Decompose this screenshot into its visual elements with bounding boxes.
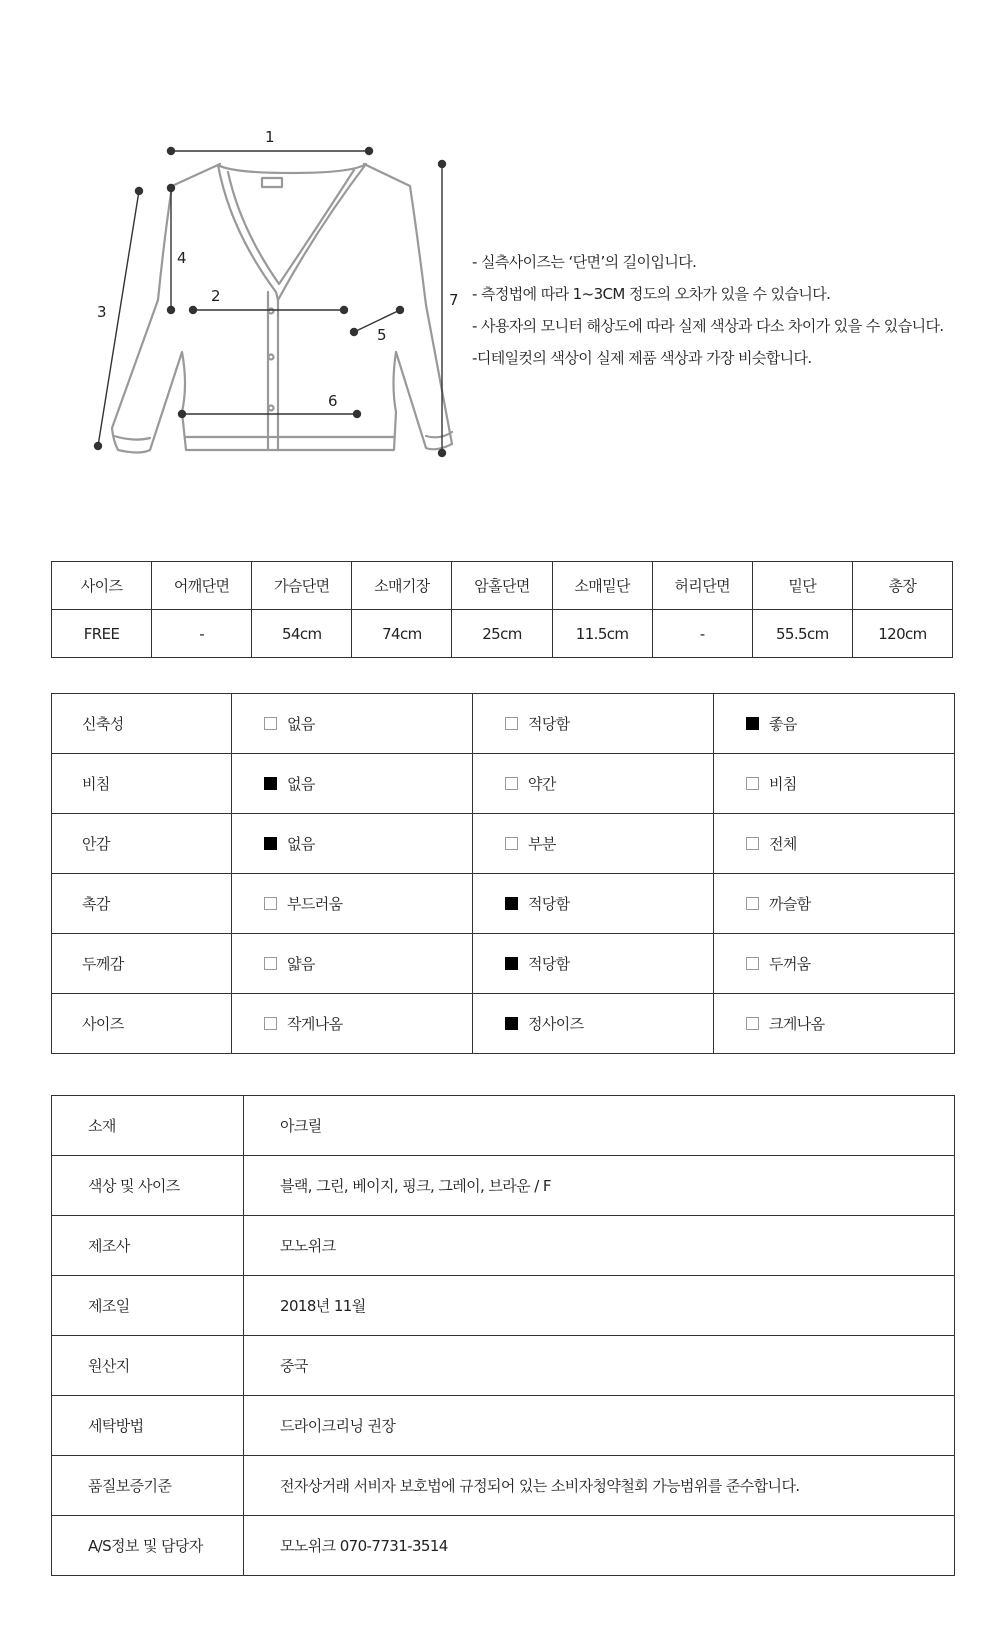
label-1-shoulder: 1 <box>265 128 275 146</box>
size-header: 총장 <box>852 562 952 610</box>
label-3-sleeve: 3 <box>97 303 107 321</box>
note-line: - 실측사이즈는 ‘단면’의 길이입니다. <box>472 253 697 271</box>
unchecked-box-icon <box>505 837 518 850</box>
label-2-chest: 2 <box>211 287 221 305</box>
size-value-row <box>52 610 953 658</box>
size-header: 암홀단면 <box>452 562 552 610</box>
feel-option <box>473 754 714 814</box>
info-key: 세탁방법 <box>52 1396 244 1456</box>
feel-option-label: 얇음 <box>287 955 315 973</box>
feel-option-label: 부분 <box>528 835 556 853</box>
info-value: 아크릴 <box>244 1096 955 1156</box>
info-row <box>52 1516 955 1576</box>
feel-label: 신축성 <box>52 694 232 754</box>
checked-box-icon <box>505 957 518 970</box>
note-line: - 측정법에 따라 1~3CM 정도의 오차가 있을 수 있습니다. <box>472 285 831 303</box>
fabric-feel-table <box>51 693 955 1054</box>
note-line: - 사용자의 모니터 해상도에 따라 실제 색상과 다소 차이가 있을 수 있습니다. <box>472 317 944 335</box>
feel-option <box>473 934 714 994</box>
feel-option-label: 두꺼움 <box>769 955 811 973</box>
size-value: 120cm <box>852 610 952 658</box>
feel-option-label: 부드러움 <box>287 895 343 913</box>
info-row <box>52 1396 955 1456</box>
info-row <box>52 1456 955 1516</box>
feel-label: 촉감 <box>52 874 232 934</box>
feel-option <box>473 694 714 754</box>
info-key: 소재 <box>52 1096 244 1156</box>
feel-option-label: 없음 <box>287 775 315 793</box>
label-7-total: 7 <box>449 291 459 309</box>
feel-row <box>52 874 955 934</box>
info-key: A/S정보 및 담당자 <box>52 1516 244 1576</box>
feel-option-label: 없음 <box>287 715 315 733</box>
unchecked-box-icon <box>746 837 759 850</box>
feel-option <box>232 694 473 754</box>
size-value: 74cm <box>352 610 452 658</box>
unchecked-box-icon <box>505 717 518 730</box>
feel-row <box>52 754 955 814</box>
unchecked-box-icon <box>264 717 277 730</box>
info-row <box>52 1276 955 1336</box>
unchecked-box-icon <box>746 777 759 790</box>
feel-option <box>473 814 714 874</box>
feel-row <box>52 694 955 754</box>
unchecked-box-icon <box>746 957 759 970</box>
info-row <box>52 1156 955 1216</box>
label-4-armhole: 4 <box>177 249 187 267</box>
feel-option <box>714 814 955 874</box>
size-header: 사이즈 <box>52 562 152 610</box>
info-row <box>52 1336 955 1396</box>
measurement-diagram <box>0 0 1000 520</box>
feel-option-label: 없음 <box>287 835 315 853</box>
feel-option-label: 크게나옴 <box>769 1015 825 1033</box>
unchecked-box-icon <box>746 1017 759 1030</box>
feel-option-label: 적당함 <box>528 955 570 973</box>
size-value: 25cm <box>452 610 552 658</box>
feel-option <box>473 874 714 934</box>
info-key: 제조사 <box>52 1216 244 1276</box>
info-value: 2018년 11월 <box>244 1276 955 1336</box>
size-value: 11.5cm <box>552 610 652 658</box>
size-header: 허리단면 <box>652 562 752 610</box>
feel-option <box>232 814 473 874</box>
info-row <box>52 1216 955 1276</box>
info-key: 원산지 <box>52 1336 244 1396</box>
unchecked-box-icon <box>264 1017 277 1030</box>
checked-box-icon <box>746 717 759 730</box>
checked-box-icon <box>505 897 518 910</box>
feel-option-label: 좋음 <box>769 715 797 733</box>
unchecked-box-icon <box>264 957 277 970</box>
checked-box-icon <box>505 1017 518 1030</box>
feel-option-label: 전체 <box>769 835 797 853</box>
unchecked-box-icon <box>264 897 277 910</box>
label-6-bottom: 6 <box>328 392 338 410</box>
info-value: 전자상거래 서비자 보호법에 규정되어 있는 소비자청약철회 가능범위를 준수합니다. <box>244 1456 955 1516</box>
size-table <box>51 561 953 658</box>
size-header: 가슴단면 <box>252 562 352 610</box>
info-key: 품질보증기준 <box>52 1456 244 1516</box>
info-row <box>52 1096 955 1156</box>
size-header: 어깨단면 <box>152 562 252 610</box>
info-key: 제조일 <box>52 1276 244 1336</box>
size-header-row <box>52 562 953 610</box>
checked-box-icon <box>264 837 277 850</box>
product-info-table <box>51 1095 955 1576</box>
feel-row <box>52 814 955 874</box>
info-value: 블랙, 그린, 베이지, 핑크, 그레이, 브라운 / F <box>244 1156 955 1216</box>
feel-option-label: 적당함 <box>528 895 570 913</box>
size-header: 밑단 <box>752 562 852 610</box>
feel-option <box>473 994 714 1054</box>
feel-option-label: 작게나옴 <box>287 1015 343 1033</box>
unchecked-box-icon <box>746 897 759 910</box>
size-value: 55.5cm <box>752 610 852 658</box>
feel-option <box>714 934 955 994</box>
unchecked-box-icon <box>505 777 518 790</box>
feel-option-label: 정사이즈 <box>528 1015 584 1033</box>
size-header: 소매기장 <box>352 562 452 610</box>
feel-option-label: 까슬함 <box>769 895 811 913</box>
feel-option <box>714 994 955 1054</box>
size-value: - <box>152 610 252 658</box>
feel-label: 사이즈 <box>52 994 232 1054</box>
feel-label: 안감 <box>52 814 232 874</box>
feel-option-label: 약간 <box>528 775 556 793</box>
size-value: 54cm <box>252 610 352 658</box>
feel-option <box>232 874 473 934</box>
size-notes <box>472 246 992 374</box>
feel-label: 두께감 <box>52 934 232 994</box>
feel-option <box>714 694 955 754</box>
feel-option <box>232 754 473 814</box>
checked-box-icon <box>264 777 277 790</box>
size-value: - <box>652 610 752 658</box>
feel-option <box>714 874 955 934</box>
feel-option-label: 비침 <box>769 775 797 793</box>
label-5-sleeve-hem: 5 <box>377 326 387 344</box>
feel-row <box>52 934 955 994</box>
note-line: -디테일컷의 색상이 실제 제품 색상과 가장 비슷합니다. <box>472 349 812 367</box>
feel-option <box>714 754 955 814</box>
size-value: FREE <box>52 610 152 658</box>
info-value: 모노위크 <box>244 1216 955 1276</box>
feel-row <box>52 994 955 1054</box>
info-value: 모노위크 070-7731-3514 <box>244 1516 955 1576</box>
size-header: 소매밑단 <box>552 562 652 610</box>
feel-option <box>232 994 473 1054</box>
feel-option <box>232 934 473 994</box>
info-key: 색상 및 사이즈 <box>52 1156 244 1216</box>
feel-option-label: 적당함 <box>528 715 570 733</box>
feel-label: 비침 <box>52 754 232 814</box>
info-value: 드라이크리닝 권장 <box>244 1396 955 1456</box>
info-value: 중국 <box>244 1336 955 1396</box>
